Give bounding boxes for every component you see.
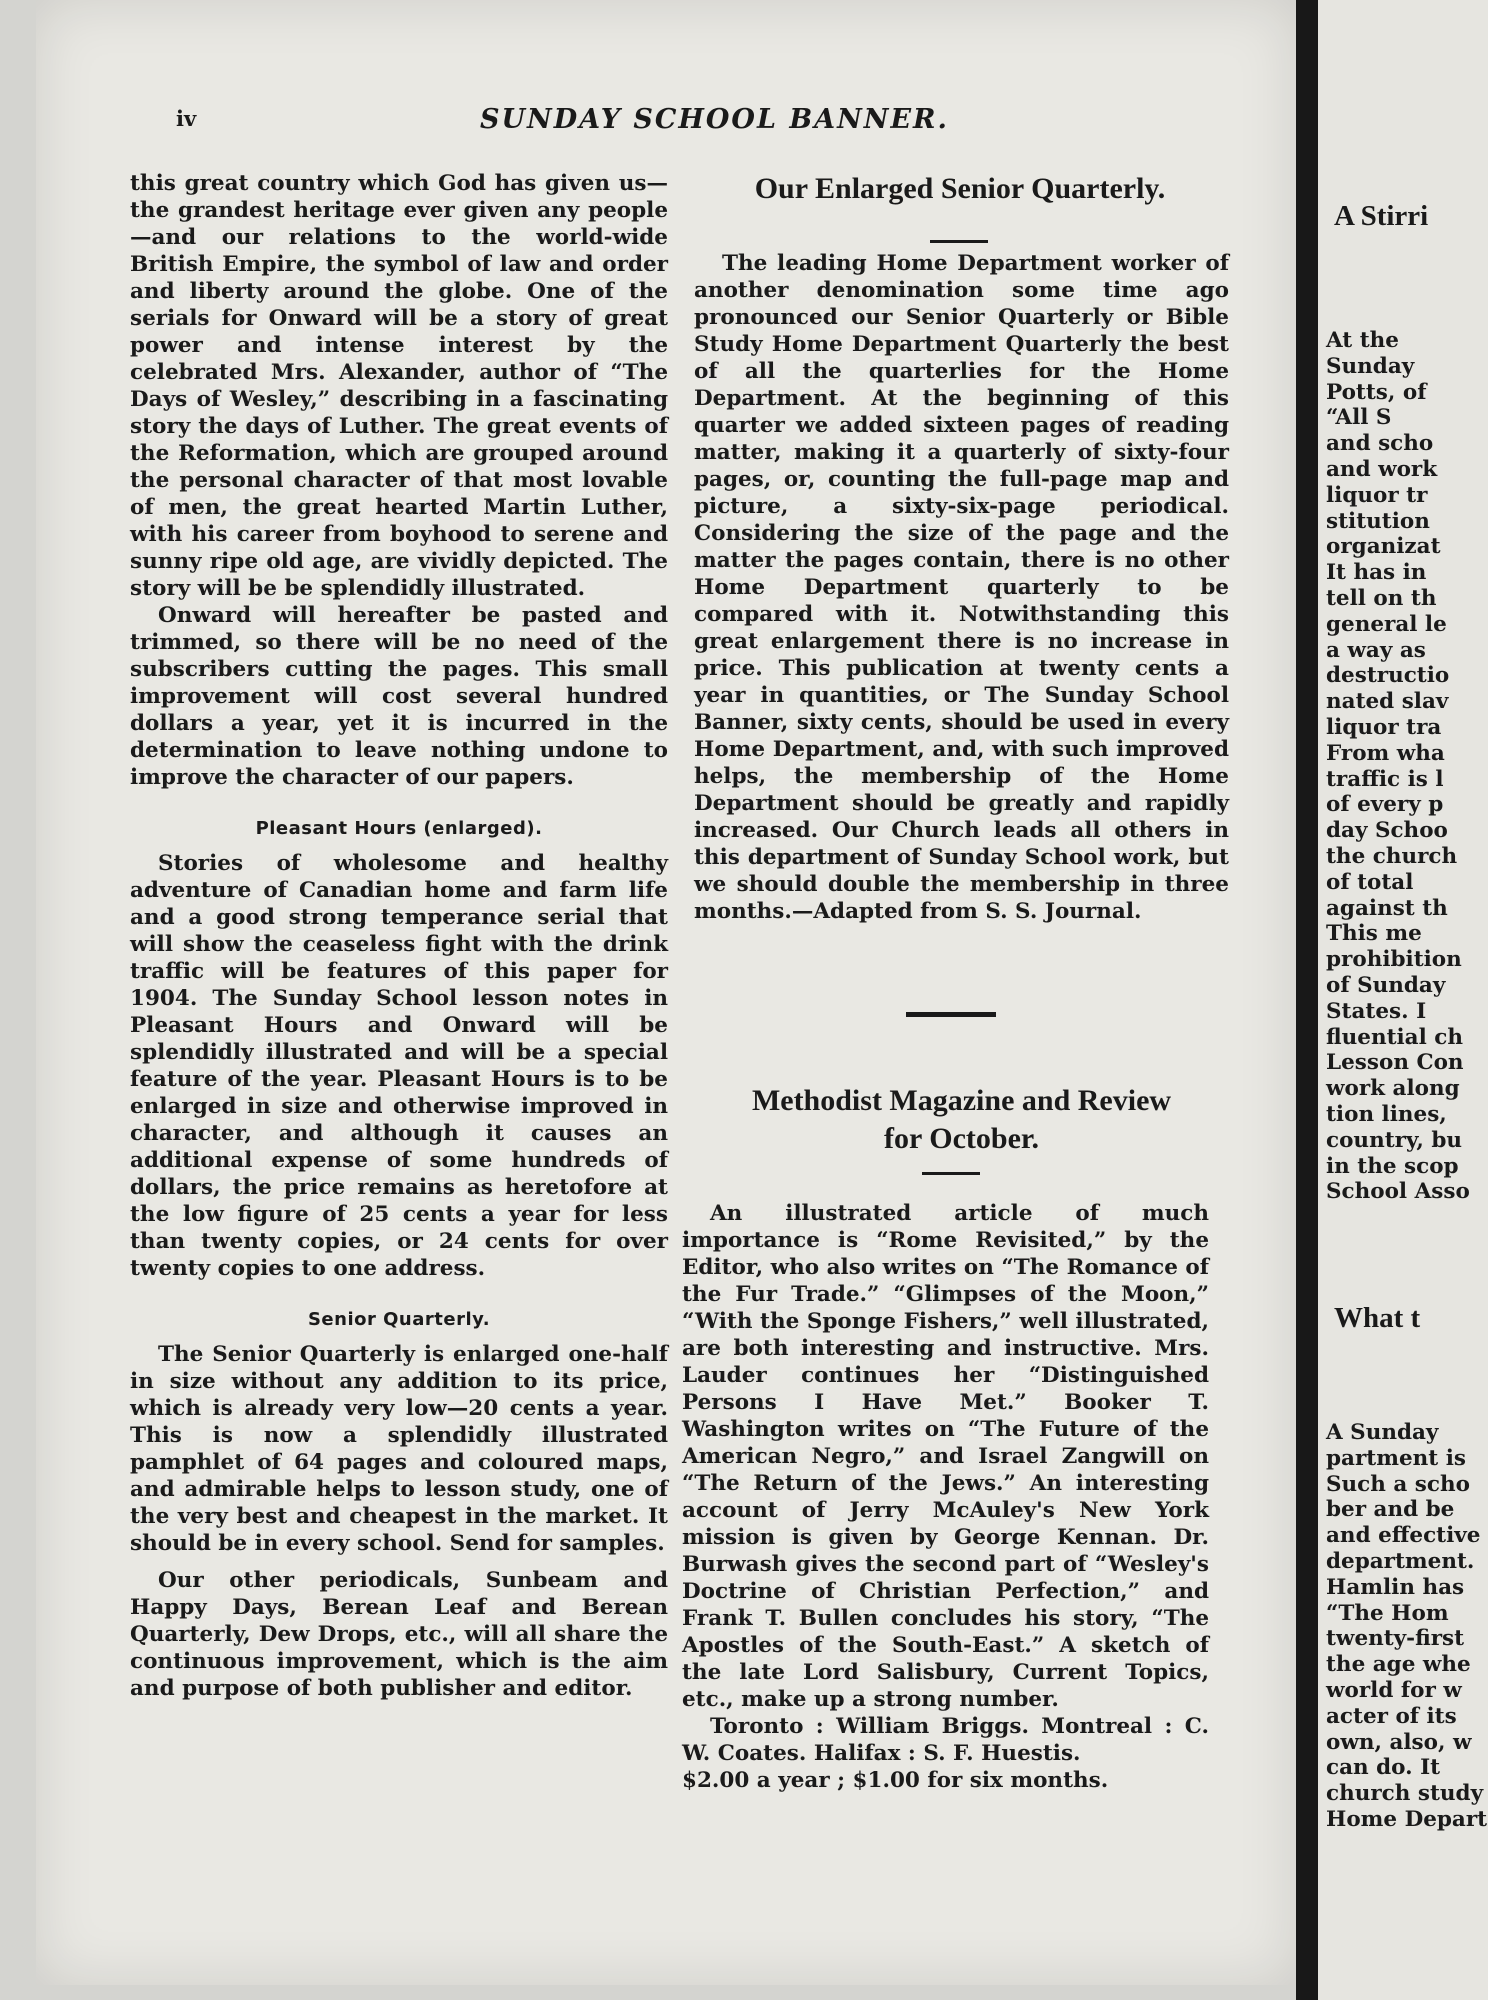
right-text-line: acter of its bbox=[1326, 1703, 1457, 1729]
section-divider bbox=[906, 1012, 996, 1017]
article-methodist-magazine bbox=[682, 1200, 1209, 1794]
right-text-line: It has in bbox=[1326, 560, 1427, 586]
right-text-line: of every p bbox=[1326, 792, 1444, 818]
right-text-line: can do. It bbox=[1326, 1755, 1441, 1781]
right-title-2: What t bbox=[1334, 1302, 1421, 1334]
right-text-line: At the bbox=[1326, 328, 1399, 353]
title-rule bbox=[930, 240, 988, 243]
right-text-line: partment is bbox=[1326, 1445, 1466, 1471]
paragraph: Onward will hereafter be pasted and trimmed, so there will be no need of the subscribers cutting the pages. This small improvement will cost several hundred dollars a year, yet it is incurred in the determination to leave nothing undone to improve the character of our papers. bbox=[130, 603, 668, 790]
right-text-line: States. I bbox=[1326, 998, 1427, 1024]
right-text-line: School Asso bbox=[1326, 1179, 1470, 1205]
right-text-line: Lesson Con bbox=[1326, 1050, 1464, 1076]
right-text-line: nated slav bbox=[1326, 689, 1449, 715]
imprint: Toronto : William Briggs. Montreal : C. W. Coates. Halifax : S. F. Huestis. bbox=[682, 1714, 1209, 1766]
article-senior-quarterly bbox=[694, 250, 1229, 925]
right-text-line: and effective bbox=[1326, 1523, 1481, 1549]
right-text-line: country, bu bbox=[1326, 1127, 1463, 1153]
right-text-line: tion lines, bbox=[1326, 1102, 1447, 1127]
right-text-line: of Sunday bbox=[1326, 973, 1446, 998]
right-text-line: stitution bbox=[1326, 508, 1430, 534]
paragraph: this great country which God has given us—the grandest heritage ever given any people—and our relations to the world-wide British Empire, the symbol of law and order and liberty around the globe. One of the serials for Onward will be a story of great power and intense interest by the celebrated Mrs. Alexander, author of “The Days of Wesley,” describing in a fascinating story the days of Luther. The great events of the Reformation, which are grouped around the personal character of that most lovable of men, the great hearted Martin Luther, with his career from boyhood to serene and sunny ripe old age, are vividly depicted. The story will be be splendidly illustrated. bbox=[130, 171, 668, 601]
right-text-line: world for w bbox=[1326, 1678, 1462, 1703]
price-line: $2.00 a year ; $1.00 for six months. bbox=[682, 1768, 1109, 1793]
left-column bbox=[130, 170, 668, 1702]
right-text-line: Such a scho bbox=[1326, 1471, 1470, 1497]
title-line: Methodist Magazine and Review bbox=[751, 1084, 1172, 1117]
right-page-fragment bbox=[1318, 0, 1488, 2000]
right-text-line: liquor tr bbox=[1326, 482, 1428, 508]
right-text-line: organizat bbox=[1326, 534, 1441, 560]
right-text-line: “All S bbox=[1326, 405, 1392, 431]
right-text-line: destructio bbox=[1326, 663, 1450, 689]
right-text-line: the church bbox=[1326, 844, 1458, 869]
right-text-line: ber and be bbox=[1326, 1497, 1455, 1523]
right-title-1: A Stirri bbox=[1334, 200, 1429, 232]
paragraph: An illustrated article of much importance is “Rome Revisited,” by the Editor, who also writes on “The Romance of the Fur Trade.” “Glimpses of the Moon,” “With the Sponge Fishers,” well illustrated, are both interesting and instructive. Mrs. Lauder continues her “Distinguished Persons I Have Met.” Booker T. Washington writes on “The Future of the American Negro,” and Israel Zangwill on “The Return of the Jews.” An interesting account of Jerry McAuley's New York mission is given by George Kennan. Dr. Burwash gives the second part of “Wesley's Doctrine of Christian Perfection,” and Frank T. Bullen concludes his story, “The Apostles of the South-East.” A sketch of the late Lord Salisbury, Current Topics, etc., make up a strong number. bbox=[682, 1201, 1209, 1712]
right-text-line: From wha bbox=[1326, 740, 1445, 766]
title-line: for October. bbox=[884, 1122, 1039, 1155]
article-title-methodist-magazine bbox=[694, 1082, 1229, 1158]
right-text-line: a way as bbox=[1326, 637, 1426, 663]
article-title-senior-quarterly: Our Enlarged Senior Quarterly. bbox=[754, 172, 1166, 205]
right-text-line: and work bbox=[1326, 457, 1438, 482]
right-text-line: Hamlin has bbox=[1326, 1574, 1465, 1600]
right-text-line: tell on th bbox=[1326, 586, 1437, 611]
right-text-line: prohibition bbox=[1326, 947, 1462, 973]
right-text-line: This me bbox=[1326, 921, 1422, 947]
section-heading-pleasant-hours: Pleasant Hours (enlarged). bbox=[255, 818, 543, 839]
section-heading-senior-quarterly: Senior Quarterly. bbox=[307, 1309, 491, 1330]
paragraph: Our other periodicals, Sunbeam and Happy Days, Berean Leaf and Berean Quarterly, Dew Drops, etc., will all share the continuous improvement, which is the aim and purpose of both publisher and editor. bbox=[130, 1568, 668, 1701]
right-text-line: twenty-first bbox=[1326, 1626, 1465, 1652]
paragraph: The Senior Quarterly is enlarged one-half in size without any addition to its price, which is already very low—20 cents a year. This is now a splendidly illustrated pamphlet of 64 pages and coloured maps, and admirable helps to lesson study, one of the very best and cheapest in the market. It should be in every school. Send for samples. bbox=[130, 1342, 668, 1556]
right-text-line: Sunday bbox=[1326, 353, 1415, 379]
right-text-line: in the scop bbox=[1326, 1153, 1459, 1179]
right-text-line: work along bbox=[1326, 1076, 1460, 1102]
right-text-line: church study bbox=[1326, 1781, 1484, 1807]
right-text-line: “The Hom bbox=[1326, 1600, 1449, 1626]
page-number: iv bbox=[176, 106, 197, 131]
right-text-line: Potts, of bbox=[1326, 379, 1427, 405]
right-text-line: own, also, w bbox=[1326, 1729, 1472, 1755]
right-text-line: general le bbox=[1326, 611, 1447, 637]
right-text-line: day Schoo bbox=[1326, 818, 1448, 844]
paragraph: Stories of wholesome and healthy adventure of Canadian home and farm life and a good strong temperance serial that will show the ceaseless fight with the drink traffic will be features of this paper for 1904. The Sunday School lesson notes in Pleasant Hours and Onward will be splendidly illustrated and will be a special feature of the year. Pleasant Hours is to be enlarged in size and otherwise improved in character, and although it causes an additional expense of some hundreds of dollars, the price remains as heretofore at the low figure of 25 cents a year for less than twenty copies, or 24 cents for over twenty copies to one address. bbox=[130, 851, 668, 1281]
right-text-line: Home Depart bbox=[1326, 1807, 1488, 1832]
right-text-line: liquor tra bbox=[1326, 715, 1442, 740]
right-text-line: A Sunday bbox=[1326, 1420, 1439, 1445]
paragraph: The leading Home Department worker of another denomination some time ago pronounced our Senior Quarterly or Bible Study Home Department Quarterly the best of all the quarterlies for the Home Department. At the beginning of this quarter we added sixteen pages of reading matter, making it a quarterly of sixty-four pages, or, counting the full-page map and picture, a sixty-six-page periodical. Considering the size of the page and the matter the pages contain, there is no other Home Department quarterly to be compared with it. Notwithstanding this great enlargement there is no increase in price. This publication at twenty cents a year in quantities, or The Sunday School Banner, sixty cents, should be used in every Home Department, and, with such improved helps, the membership of the Home Department should be greatly and rapidly increased. Our Church leads all others in this department of Sunday School work, but we should double the membership in three months.—Adapted from S. S. Journal. bbox=[694, 251, 1229, 924]
right-text-line: and scho bbox=[1326, 431, 1434, 457]
right-text-line: against th bbox=[1326, 895, 1448, 921]
book-gutter bbox=[1296, 0, 1318, 2000]
right-text-line: department. bbox=[1326, 1549, 1475, 1574]
right-text-line: of total bbox=[1326, 869, 1414, 895]
right-text-line: fluential ch bbox=[1326, 1024, 1463, 1050]
title-rule bbox=[922, 1172, 980, 1175]
right-text-line: traffic is l bbox=[1326, 766, 1444, 792]
right-text-line: the age whe bbox=[1326, 1652, 1471, 1678]
running-title: SUNDAY SCHOOL BANNER. bbox=[480, 104, 949, 135]
